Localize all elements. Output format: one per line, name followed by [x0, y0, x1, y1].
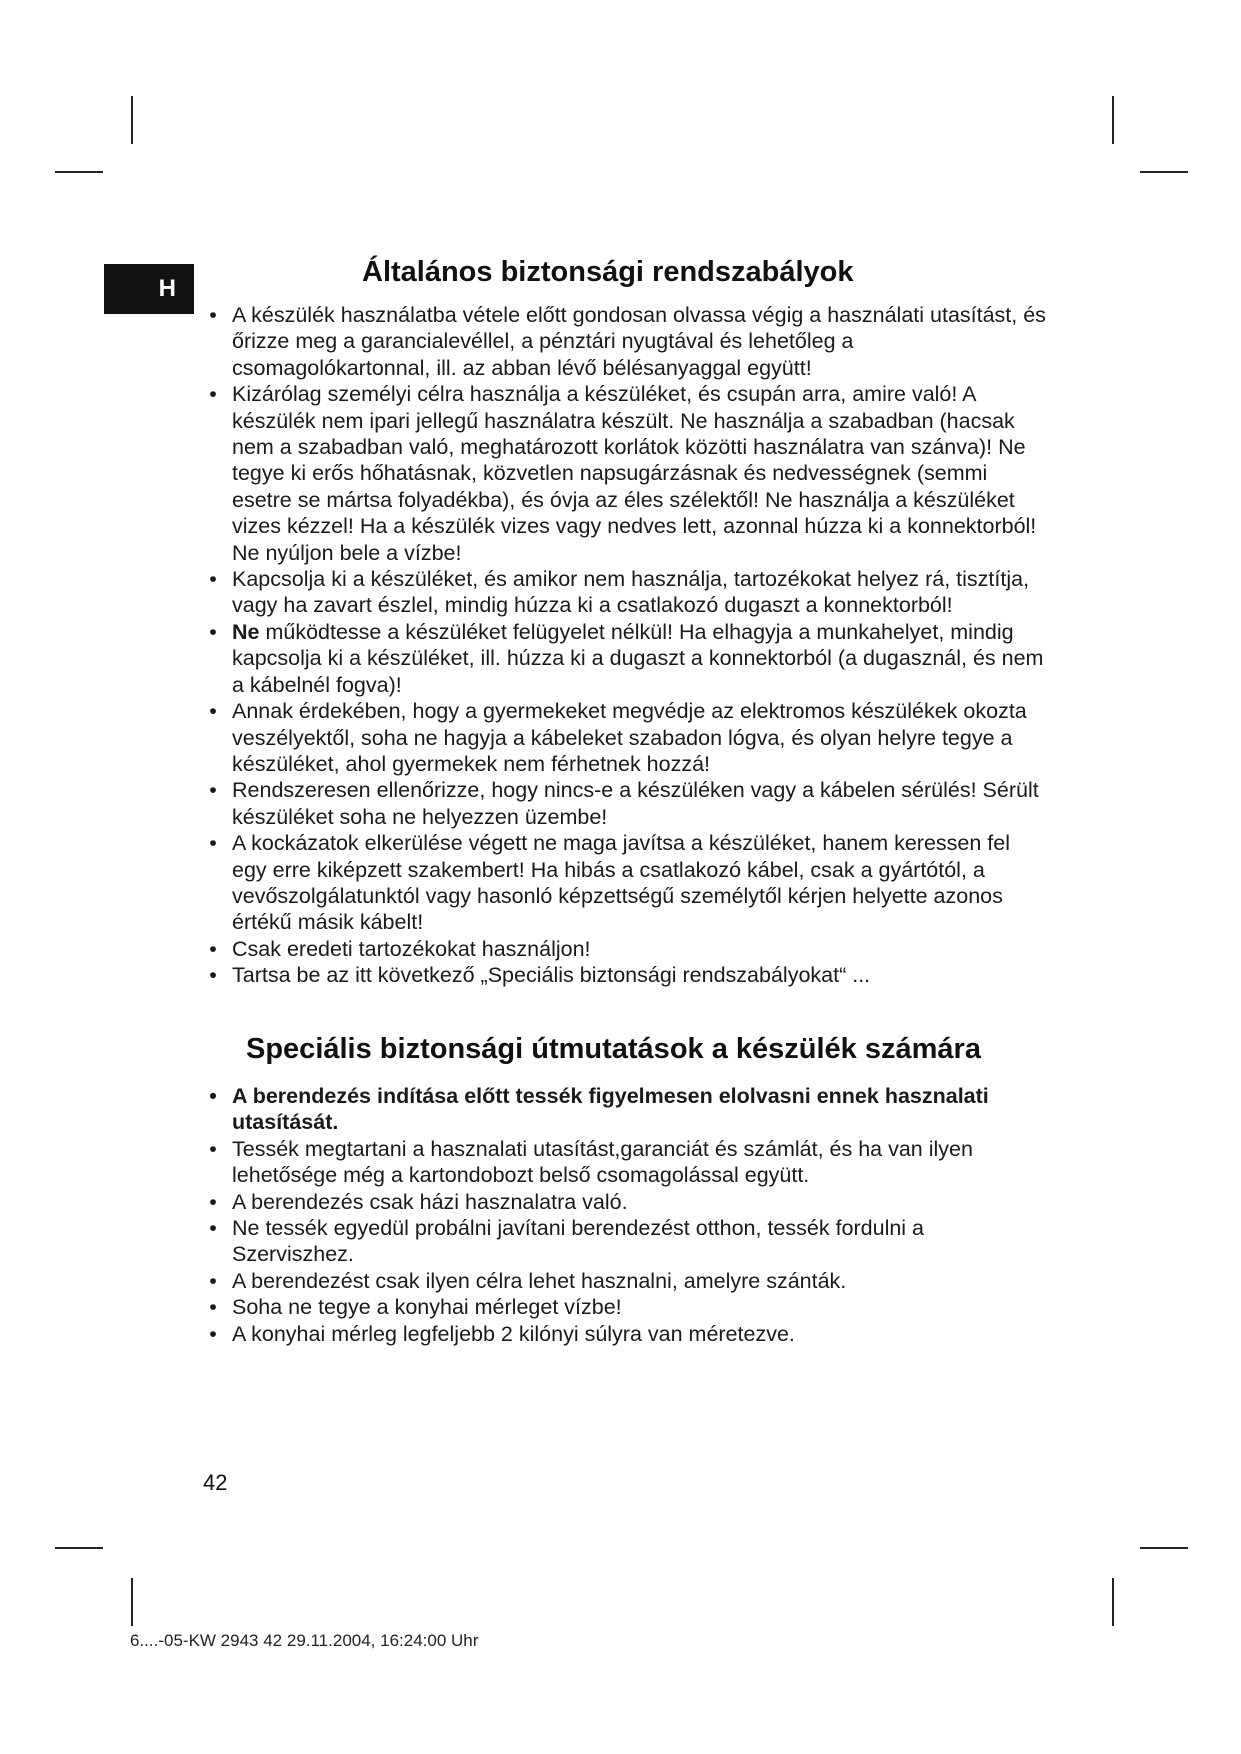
language-tab: H — [104, 264, 194, 314]
bullet-icon: • — [209, 303, 217, 327]
crop-mark-top-right-horizontal — [1140, 171, 1188, 173]
list-item-text: A berendezés csak házi hasznalatra való. — [232, 1189, 628, 1214]
list-item-text: A készülék használatba vétele előtt gondosan olvassa végig a használati utasítást, és őrizze meg a garancialevéllel, a pénztári nyugtával és lehetőleg a csomagolókartonnal, ill. az abban lévő bélésanyaggal együtt! — [232, 303, 1046, 380]
list-item-text: Kizárólag személyi célra használja a készüléket, és csupán arra, amire való! A készülék nem ipari jellegű használatra készült. Ne használja a szabadban (hacsak nem a szabadban való, meghatározott korlátok közötti használatra van szánva)! Ne tegye ki erős hőhatásnak, közvetlen napsugárzásnak és nedvességnek (semmi esetre se mártsa folyadékba), és óvja az éles szélektől! Ne használja a készüléket vizes kézzel! Ha a készülék vizes vagy nedves lett, azonnal húzza ki a konnektorból! Ne nyúljon bele a vízbe! — [232, 382, 1037, 565]
bullet-icon: • — [209, 699, 217, 724]
list-item — [206, 698, 1046, 777]
list-item — [206, 1083, 1046, 1136]
list-item-text: A kockázatok elkerülése végett ne maga javítsa a készüléket, hanem keressen fel egy erre kiképzett szakembert! Ha hibás a csatlakozó kábel, csak a gyártótól, a vevőszolgálatunktól vagy hasonló képzettségű személytől kérjen helyette azonos értékű másik kábelt! — [232, 831, 1011, 935]
list-item — [206, 1321, 1046, 1347]
list-item-text: Tessék megtartani a hasznalati utasítást,garanciát és számlát, és ha van ilyen lehetősége még a kartondobozt belső csomagolással együtt. — [232, 1136, 973, 1188]
general-safety-list — [206, 302, 1046, 989]
list-item — [206, 1268, 1046, 1294]
list-item — [206, 1294, 1046, 1320]
list-item-text: Kapcsolja ki a készüléket, és amikor nem használja, tartozékokat helyez rá, tisztítja, vagy ha zavart észlel, mindig húzza ki a csatlakozó dugaszt a konnektorból! — [232, 567, 1030, 618]
list-item-text: Csak eredeti tartozékokat használjon! — [232, 936, 591, 961]
list-item-text: A berendezést csak ilyen célra lehet hasznalni, amelyre szánták. — [232, 1268, 847, 1293]
bullet-icon: • — [209, 1189, 217, 1214]
list-item-text: A konyhai mérleg legfeljebb 2 kilónyi súlyra van méretezve. — [232, 1321, 795, 1346]
bullet-icon: • — [209, 1216, 217, 1241]
crop-mark-top-left-horizontal — [55, 171, 103, 173]
list-item — [206, 302, 1046, 381]
section-title-special-safety: Speciális biztonsági útmutatások a készülék számára — [246, 1033, 981, 1065]
list-item — [206, 619, 1046, 698]
bullet-icon: • — [209, 1295, 217, 1320]
bullet-icon: • — [209, 778, 217, 803]
bullet-icon: • — [209, 1084, 217, 1108]
bullet-icon: • — [209, 963, 217, 988]
bold-prefix: Ne — [232, 619, 260, 644]
list-item-text: A berendezés indítása előtt tessék figyelmesen elolvasni ennek hasznalati utasítását. — [232, 1084, 989, 1135]
list-item-text: Annak érdekében, hogy a gyermekeket megvédje az elektromos készülékek okozta veszélyektől, soha ne hagyja a kábeleket szabadon lógva, és olyan helyre tegye a készüléket, ahol gyermekek nem férhetnek hozzá! — [232, 699, 1027, 776]
bullet-icon: • — [209, 936, 217, 961]
page-number: 42 — [203, 1470, 228, 1495]
list-item — [206, 777, 1046, 830]
list-item-text: Tartsa be az itt következő „Speciális biztonsági rendszabályokat“ ... — [232, 963, 871, 988]
bullet-icon: • — [209, 382, 217, 407]
crop-mark-top-right-vertical — [1112, 96, 1114, 144]
list-item — [206, 1136, 1046, 1189]
list-item — [206, 962, 1046, 988]
list-item-text: Soha ne tegye a konyhai mérleget vízbe! — [232, 1295, 622, 1320]
crop-mark-bottom-right-vertical — [1112, 1578, 1114, 1626]
crop-mark-bottom-left-vertical — [131, 1578, 133, 1626]
print-info-footer: 6....-05-KW 2943 42 29.11.2004, 16:24:00 Uhr — [130, 1631, 479, 1650]
bullet-icon: • — [209, 1136, 217, 1161]
bullet-icon: • — [209, 1321, 217, 1346]
crop-mark-bottom-right-horizontal — [1140, 1547, 1188, 1549]
list-item — [206, 566, 1046, 619]
list-item — [206, 1215, 1046, 1268]
list-item-text: Ne tessék egyedül probálni javítani berendezést otthon, tessék fordulni a Szerviszhez. — [232, 1216, 925, 1267]
bullet-icon: • — [209, 619, 217, 644]
list-item — [206, 1189, 1046, 1215]
bullet-icon: • — [209, 831, 217, 856]
list-item-text: Rendszeresen ellenőrizze, hogy nincs-e a készüléken vagy a kábelen sérülés! Sérült készüléket soha ne helyezzen üzembe! — [232, 778, 1039, 829]
crop-mark-top-left-vertical — [131, 96, 133, 144]
special-safety-list — [206, 1083, 1046, 1347]
list-item — [206, 936, 1046, 962]
section-title-general-safety: Általános biztonsági rendszabályok — [362, 256, 854, 288]
list-item-text: működtesse a készüléket felügyelet nélkül! Ha elhagyja a munkahelyet, mindig kapcsolja ki a készüléket, ill. húzza ki a dugaszt a konnektorból (a dugasznál, és nem a kábelnél fogva)! — [232, 619, 1044, 697]
list-item — [206, 830, 1046, 936]
crop-mark-bottom-left-horizontal — [55, 1547, 103, 1549]
list-item — [206, 381, 1046, 566]
bullet-icon: • — [209, 1268, 217, 1293]
bullet-icon: • — [209, 567, 217, 592]
